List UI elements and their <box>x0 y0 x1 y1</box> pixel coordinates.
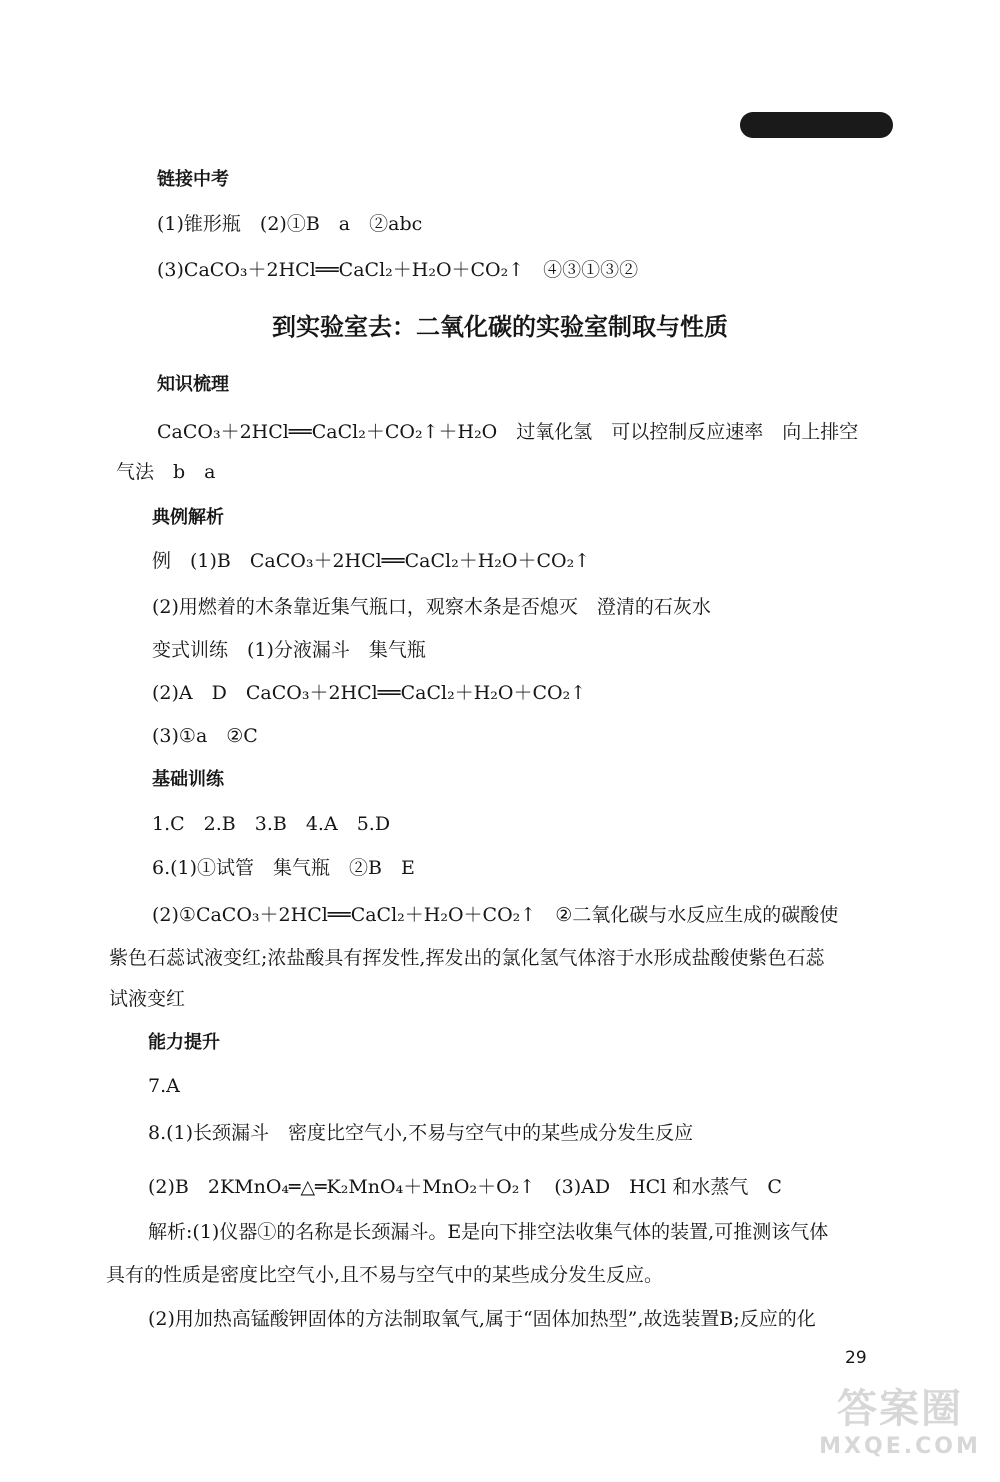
section-heading-examples: 典例解析 <box>152 507 224 528</box>
answer-line: (2)①CaCO₃＋2HCl══CaCl₂＋H₂O＋CO₂↑ ②二氧化碳与水反应生成的碳酸使 <box>152 904 839 926</box>
watermark-text: 答案圈 <box>837 1386 963 1432</box>
analysis-line: 具有的性质是密度比空气小,且不易与空气中的某些成分发生反应。 <box>106 1264 664 1286</box>
answer-line: (2)用燃着的木条靠近集气瓶口，观察木条是否熄灭 澄清的石灰水 <box>152 596 711 618</box>
answer-line: (2)B 2KMnO₄═△═K₂MnO₄＋MnO₂＋O₂↑ (3)AD HCl 和水蒸气 C <box>148 1176 782 1198</box>
page-number: 29 <box>845 1348 867 1368</box>
analysis-line: 解析:(1)仪器①的名称是长颈漏斗。E是向下排空法收集气体的装置,可推测该气体 <box>148 1221 829 1243</box>
answer-line: CaCO₃＋2HCl══CaCl₂＋CO₂↑＋H₂O 过氧化氢 可以控制反应速率 向上排空 <box>157 421 859 443</box>
page-title: 到实验室去：二氧化碳的实验室制取与性质 <box>272 313 728 341</box>
answer-line: 试液变红 <box>109 988 186 1010</box>
answer-line: 8.(1)长颈漏斗 密度比空气小,不易与空气中的某些成分发生反应 <box>148 1122 694 1144</box>
answer-line: 紫色石蕊试液变红;浓盐酸具有挥发性,挥发出的氯化氢气体溶于水形成盐酸使紫色石蕊 <box>109 947 825 969</box>
answer-line: 变式训练 (1)分液漏斗 集气瓶 <box>152 639 426 661</box>
answer-line: 例 (1)B CaCO₃＋2HCl══CaCl₂＋H₂O＋CO₂↑ <box>152 550 591 572</box>
header-tab-bar <box>740 112 893 138</box>
analysis-line: (2)用加热高锰酸钾固体的方法制取氧气,属于“固体加热型”,故选装置B;反应的化 <box>148 1308 816 1330</box>
section-heading-link-exam: 链接中考 <box>157 169 229 190</box>
answer-line: 7.A <box>148 1075 180 1097</box>
answer-line: (2)A D CaCO₃＋2HCl══CaCl₂＋H₂O＋CO₂↑ <box>152 682 587 704</box>
section-heading-basic: 基础训练 <box>152 769 224 790</box>
answer-line: (1)锥形瓶 (2)①B a ②abc <box>157 213 423 235</box>
answer-line: 气法 b a <box>116 461 216 483</box>
answer-line: 6.(1)①试管 集气瓶 ②B E <box>152 857 415 879</box>
answer-line: (3)CaCO₃＋2HCl══CaCl₂＋H₂O＋CO₂↑ ④③①③② <box>157 259 639 281</box>
section-heading-knowledge: 知识梳理 <box>157 374 229 395</box>
section-heading-ability: 能力提升 <box>148 1032 220 1053</box>
answer-line: (3)①a ②C <box>152 725 258 747</box>
watermark-logo <box>810 1385 990 1475</box>
watermark-url: MXQE.COM <box>819 1434 981 1459</box>
answer-line: 1.C 2.B 3.B 4.A 5.D <box>152 813 391 835</box>
